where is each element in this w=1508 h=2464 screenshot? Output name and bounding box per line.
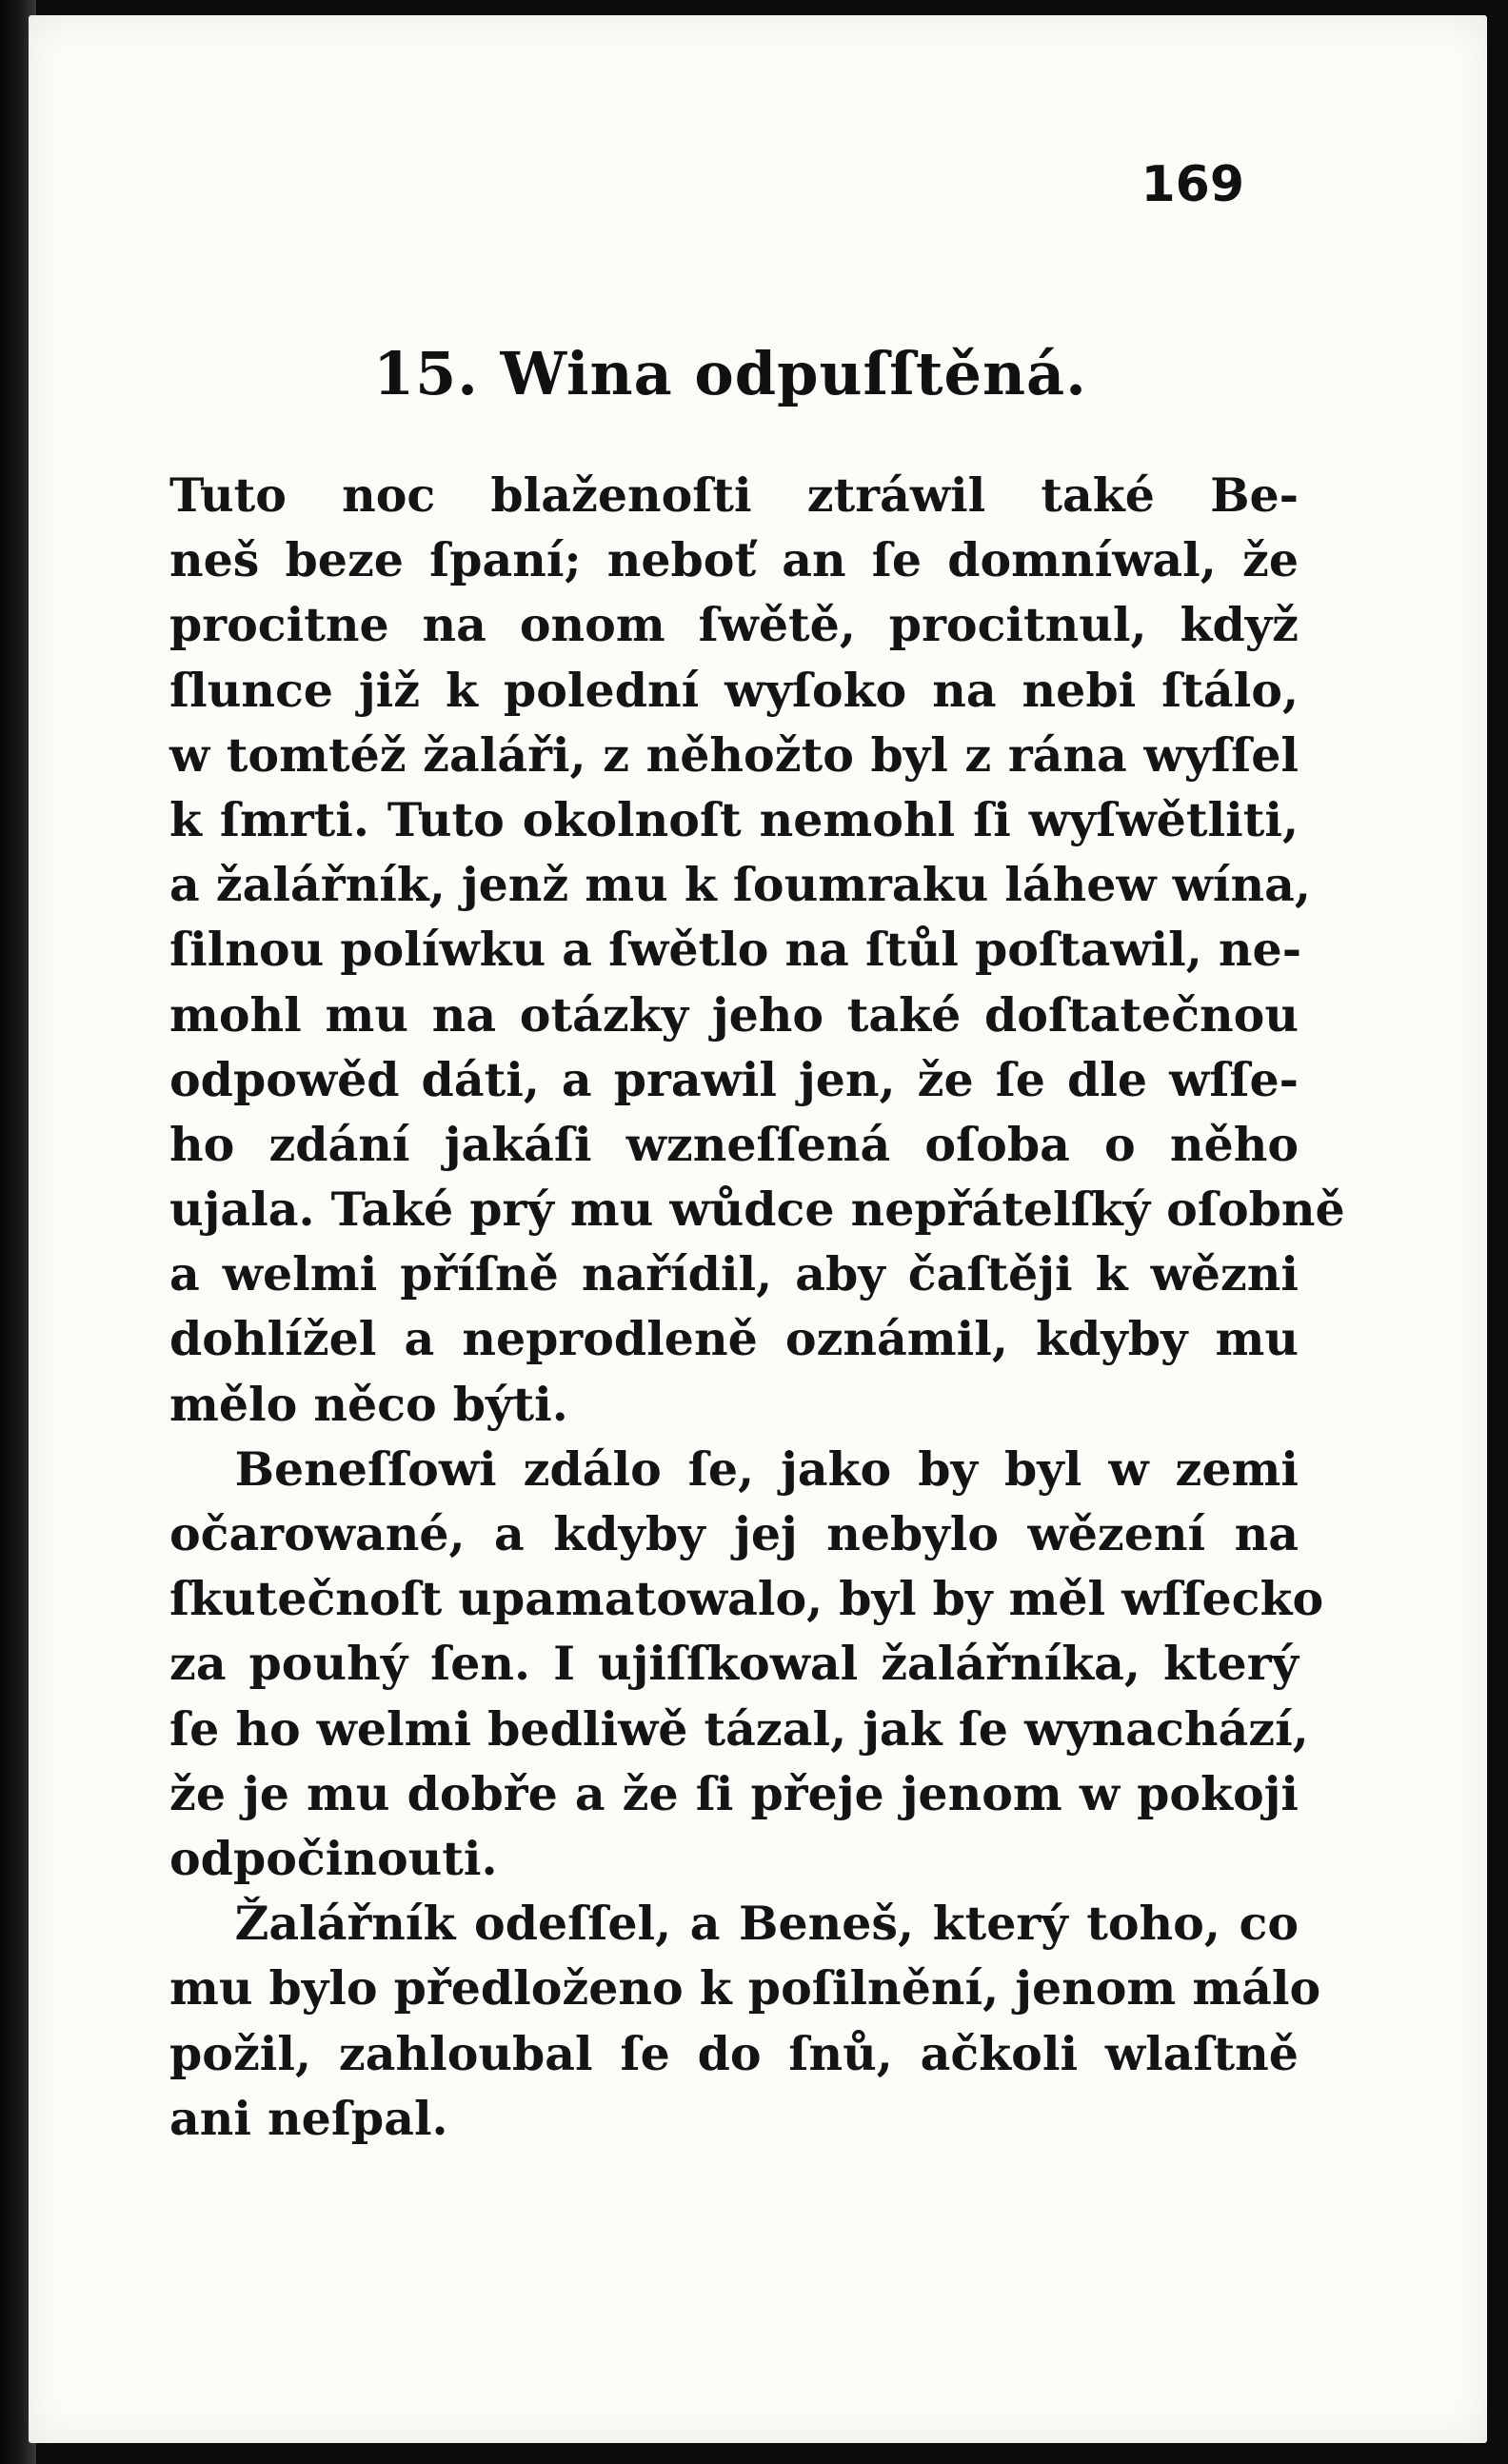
text-line: mu bylo předloženo k poſilnění, jenom málo — [169, 1960, 1321, 2017]
text-line: procitne na onom ſwětě, procitnul, když — [169, 597, 1299, 653]
text-line: k ſmrti. Tuto okolnoſt nemohl ſi wyſwětliti, — [169, 791, 1299, 847]
text-line: požil, zahloubal ſe do ſnů, ačkoli wlaſtně — [169, 2025, 1299, 2081]
text-line: ſkutečnoſt upamatowalo, byl by měl wſſecko — [169, 1571, 1324, 1627]
text-line: očarowané, a kdyby jej nebylo wězení na — [169, 1506, 1299, 1561]
text-line: odpowěd dáti, a prawil jen, že ſe dle wſſe- — [169, 1051, 1299, 1107]
text-line: ujala. Také prý mu wůdce nepřátelſký oſobně — [169, 1182, 1345, 1238]
text-line: a žalářník, jenž mu k ſoumraku láhew wína, — [169, 857, 1311, 913]
page-number: 169 — [1141, 156, 1244, 213]
text-line: mohl mu na otázky jeho také doſtatečnou — [169, 986, 1299, 1043]
text-line: že je mu dobře a že ſi přeje jenom w pokoji — [169, 1765, 1299, 1821]
text-line: ſe ho welmi bedliwě tázal, jak ſe wynachází, — [169, 1700, 1309, 1757]
text-line: za pouhý ſen. I ujiſſkowal žalářníka, který — [169, 1636, 1299, 1692]
body-text — [169, 463, 1345, 2151]
text-line: a welmi příſně nařídil, aby čaſtěji k wězni — [169, 1246, 1299, 1302]
text-line: ho zdání jakáſi wzneſſená oſoba o něho — [169, 1116, 1299, 1172]
chapter-number: 15. — [373, 339, 479, 408]
text-line: Žalářník odeſſel, a Beneš, který toho, co — [234, 1896, 1299, 1952]
book-page — [29, 15, 1487, 2443]
text-line: Tuto noc blaženoſti ztráwil také Be- — [169, 467, 1299, 523]
text-line: w tomtéž žaláři, z něhožto byl z rána wyſſel — [169, 726, 1299, 783]
text-line: neš beze ſpaní; neboť an ſe domníwal, že — [169, 532, 1299, 588]
chapter-title — [373, 339, 1087, 408]
chapter-name: Wina odpuſſtěná. — [500, 339, 1087, 408]
text-line: dohlížel a neprodleně oznámil, kdyby mu — [169, 1311, 1299, 1367]
text-line: odpočinouti. — [169, 1830, 498, 1886]
text-line: ani neſpal. — [169, 2090, 448, 2146]
text-line: ſlunce již k polední wyſoko na nebi ſtálo, — [169, 662, 1299, 718]
text-line: ſilnou políwku a ſwětlo na ſtůl poſtawil, ne- — [169, 922, 1302, 978]
text-line: mělo něco býti. — [169, 1376, 568, 1432]
text-line: Beneſſowi zdálo ſe, jako by byl w zemi — [234, 1441, 1299, 1497]
